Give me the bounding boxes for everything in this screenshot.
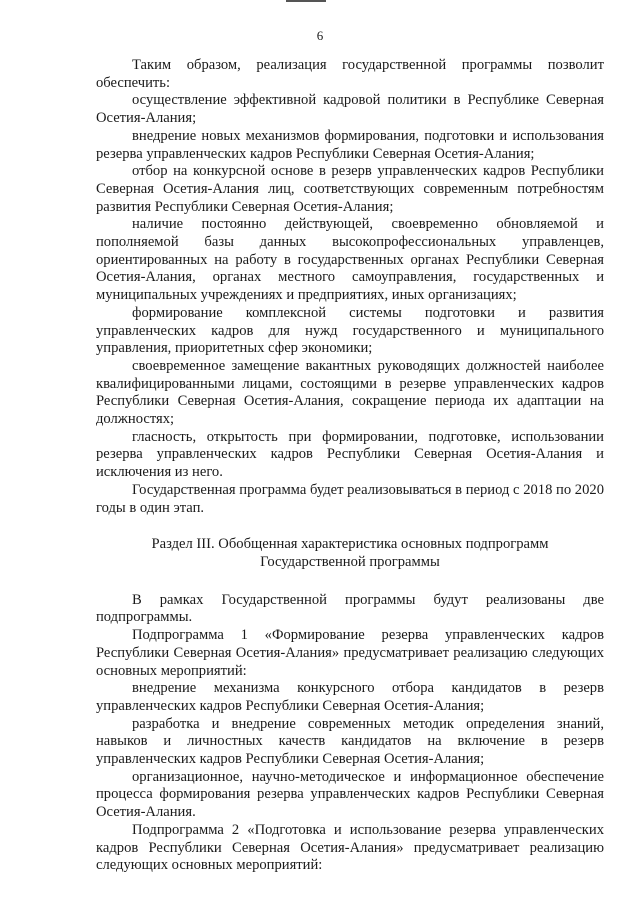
paragraph: В рамках Государственной программы будут реализованы две подпрограммы. [96, 591, 604, 626]
paragraph: Государственная программа будет реализовываться в период с 2018 по 2020 годы в один этап. [96, 481, 604, 516]
document-body [96, 57, 604, 875]
paragraph: гласность, открытость при формировании, подготовке, использовании резерва управленческих кадров Республики Северная Осетия-Алания и исключения из него. [96, 428, 604, 481]
paragraph: отбор на конкурсной основе в резерв управленческих кадров Республики Северная Осетия-Алания лиц, соответствующих современным потребностям развития Республики Северная Осетия-Алания; [96, 163, 604, 215]
page-number: 6 [316, 28, 324, 43]
paragraph: наличие постоянно действующей, своевременно обновляемой и пополняемой базы данных высокопрофессиональных управленцев, ориентированных на работу в государственных органах Республики Северная Осетия-Алания, органах местного самоуправления, государственных и муниципальных учреждениях и предприятиях, иных организациях; [96, 216, 604, 304]
paragraph: осуществление эффективной кадровой политики в Республике Северная Осетия-Алания; [96, 92, 604, 127]
paragraph: внедрение новых механизмов формирования, подготовки и использования резерва управленческих кадров Республики Северная Осетия-Алания; [96, 127, 604, 162]
paragraph: Таким образом, реализация государственной программы позволит обеспечить: [96, 57, 604, 91]
paragraph: своевременное замещение вакантных руководящих должностей наиболее квалифицированными лицами, состоящими в резерве управленческих кадров Республики Северная Осетия-Алания, сокращение периода их адаптации на должностях; [96, 357, 604, 428]
section-heading: Раздел III. Обобщенная характеристика основных подпрограмм Государственной программы [151, 536, 549, 570]
paragraph: формирование комплексной системы подготовки и развития управленческих кадров для нужд государственного и муниципального управления, приоритетных сфер экономики; [96, 304, 604, 357]
page-top-mark [286, 0, 326, 2]
paragraph: организационное, научно-методическое и информационное обеспечение процесса формирования резерва управленческих кадров Республики Северная Осетия-Алания. [96, 768, 604, 821]
paragraph: Подпрограмма 1 «Формирование резерва управленческих кадров Республики Северная Осетия-Алания» предусматривает реализацию следующих основных мероприятий: [96, 627, 604, 679]
paragraph: Подпрограмма 2 «Подготовка и использование резерва управленческих кадров Республики Северная Осетия-Алания» предусматривает реализацию следующих основных мероприятий: [96, 821, 604, 874]
paragraph: разработка и внедрение современных методик определения знаний, навыков и личностных качеств кандидатов на включение в резерв управленческих кадров Республики Северная Осетия-Алания; [96, 715, 604, 768]
paragraph: внедрение механизма конкурсного отбора кандидатов в резерв управленческих кадров Республики Северная Осетия-Алания; [96, 680, 604, 714]
